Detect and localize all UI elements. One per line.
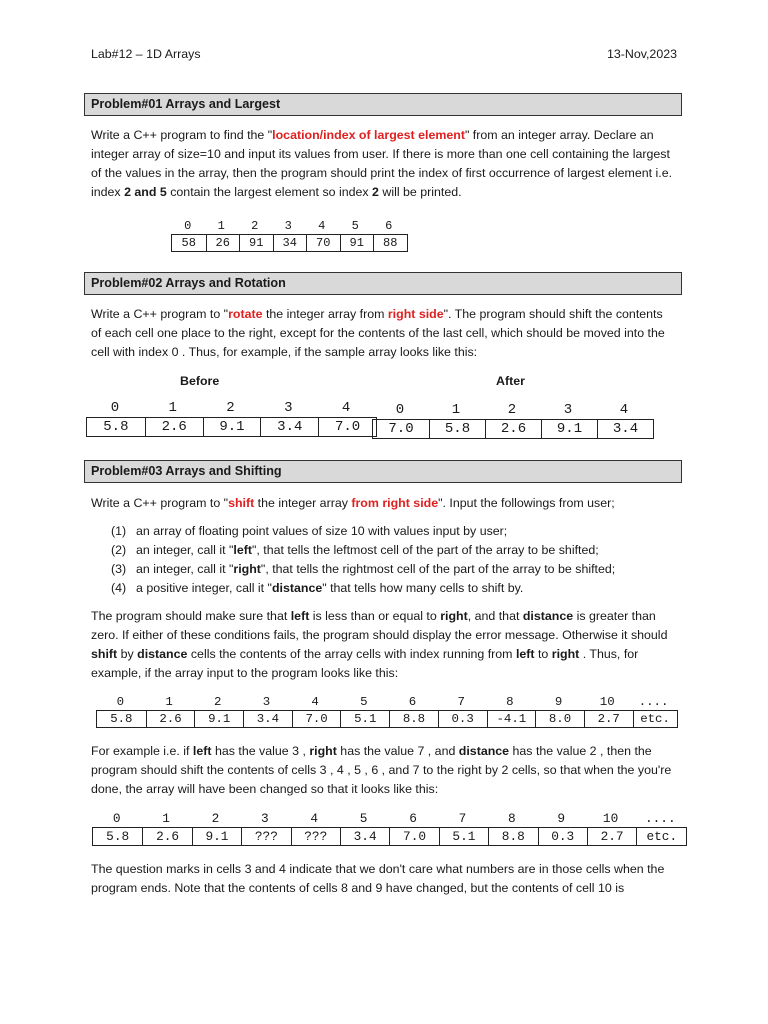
array-index-row — [372, 401, 654, 419]
array-cell: 5.8 — [103, 419, 129, 435]
header-title: Lab#12 – 1D Arrays — [91, 47, 201, 61]
array-cell: 70 — [306, 235, 340, 251]
array-cell: 7.0 — [388, 421, 414, 437]
problem-3-input-array — [96, 694, 678, 728]
array-index: 1 — [162, 811, 170, 826]
array-cell: 8.0 — [535, 711, 584, 727]
array-index: 0 — [110, 400, 120, 416]
array-cell: 3.4 — [243, 711, 292, 727]
array-cell: 9.1 — [541, 420, 597, 438]
array-cell: 2.6 — [146, 711, 195, 727]
array-cell: 58 — [181, 236, 196, 250]
problem-2-heading: Problem#02 Arrays and Rotation — [84, 272, 682, 295]
array-cell: 0.3 — [538, 828, 587, 845]
array-cell: 9.1 — [192, 828, 241, 845]
array-index: 3 — [284, 219, 292, 233]
array-index: 2 — [226, 400, 235, 416]
array-cell: 5.1 — [439, 828, 488, 845]
array-cell: 9.1 — [203, 418, 261, 436]
array-index: 0 — [395, 402, 405, 418]
array-cell: 88 — [373, 235, 407, 251]
array-index: 2 — [251, 219, 259, 233]
array-index: 1 — [168, 400, 177, 416]
array-cell: 2.7 — [584, 711, 633, 727]
array-cell: ??? — [241, 828, 290, 845]
array-cell: 3.4 — [340, 828, 389, 845]
array-index-row — [92, 810, 687, 827]
array-cell: 5.8 — [110, 712, 133, 726]
array-cell: 5.1 — [340, 711, 389, 727]
array-index: 3 — [262, 695, 271, 709]
array-index: 2 — [507, 402, 517, 418]
array-index: 2 — [214, 695, 222, 709]
array-cell: 9.1 — [194, 711, 243, 727]
before-label: Before — [180, 374, 220, 388]
array-index: 3 — [284, 400, 293, 416]
problem-3-paragraph-note: The question marks in cells 3 and 4 indicate that we don't care what numbers are in those cells when the program ends. Note that the contents of cells 8 and 9 have changed, but the contents of cell 10 is — [91, 862, 665, 895]
array-cell-row — [372, 419, 654, 439]
array-cell: 26 — [206, 235, 240, 251]
array-cell-row — [92, 827, 687, 846]
array-index: 8 — [507, 811, 516, 826]
array-cell: etc. — [633, 711, 677, 727]
array-index: 0 — [184, 219, 192, 233]
after-label: After — [496, 374, 525, 388]
array-index: 7 — [458, 811, 467, 826]
array-index: 10 — [602, 811, 619, 826]
problem-1-heading: Problem#01 Arrays and Largest — [84, 93, 682, 116]
array-cell: ??? — [291, 828, 340, 845]
array-index: 7 — [457, 695, 465, 709]
array-index: 4 — [311, 695, 319, 709]
array-index: 5 — [359, 811, 368, 826]
problem-3-paragraph-example: For example i.e. if left has the value 3 , right has the value 7 , and distance has the value 2 , then the program should shift the contents of cells 3 , 4 , 5 , 6 , and 7 to the right by 2 cells, so that when the you're done, the array will have been changed so that it looks like this: — [91, 744, 672, 796]
array-cell: 2.6 — [145, 418, 203, 436]
array-cell: -4.1 — [487, 711, 536, 727]
problem-3-heading: Problem#03 Arrays and Shifting — [84, 460, 682, 483]
array-cell: 8.8 — [488, 828, 537, 845]
array-index: 0 — [112, 811, 121, 826]
array-index: 3 — [563, 402, 573, 418]
problem-1-text: Write a C++ program to find the "location/index of largest element" from an integer array. Declare an integer array of size=10 and input its values from user. If there is more than one cell containing the largest of the values in the array, then the program should print the index of first occurrence of largest element i.e. index 2 and 5 contain the largest element so index 2 will be printed. — [91, 128, 673, 199]
array-cell: 0.3 — [438, 711, 487, 727]
array-cell-row — [171, 234, 408, 252]
list-item: (3) an integer, call it "right", that tells the rightmost cell of the part of the array to be shifted; — [111, 562, 616, 576]
problem-3-result-array — [92, 810, 687, 846]
array-cell: 91 — [239, 235, 273, 251]
array-index-row — [171, 218, 408, 234]
header-date: 13-Nov,2023 — [606, 47, 677, 61]
problem-3-paragraph-conditions: The program should make sure that left is less than or equal to right, and that distance is greater than zero. If either of these conditions fails, the program should display the error message. Otherwise it should shift by distance cells the contents of the array cells with index running from left to right . Thus, for example, if the array input to the program looks like this: — [91, 609, 668, 680]
array-index: 1 — [217, 219, 225, 233]
problem-2-text: Write a C++ program to "rotate the integer array from right side". The program should shift the contents of each cell one place to the right, except for the contents of the last cell, which should be moved into the cell with index 0 . Thus, for example, if the sample array looks like this: — [91, 307, 665, 359]
array-cell: 2.7 — [587, 828, 636, 845]
array-cell: 34 — [273, 235, 307, 251]
array-cell-row — [96, 710, 678, 728]
array-cell: 2.6 — [485, 420, 541, 438]
array-index: 2 — [211, 811, 220, 826]
array-index: 3 — [261, 811, 269, 826]
array-index: 4 — [619, 402, 629, 418]
before-array — [86, 399, 377, 437]
array-index: .... — [638, 695, 669, 709]
array-index: 1 — [451, 402, 461, 418]
array-cell: 7.0 — [318, 418, 376, 436]
array-index: 9 — [554, 695, 563, 709]
array-index: 6 — [408, 695, 417, 709]
array-index-row — [96, 694, 678, 710]
array-cell: 3.4 — [260, 418, 318, 436]
array-cell: 5.8 — [429, 420, 485, 438]
array-cell-row — [86, 417, 377, 437]
array-index: 10 — [599, 695, 615, 709]
array-index: 5 — [351, 219, 359, 233]
problem-3-intro: Write a C++ program to "shift the integer array from right side". Input the followings from user; — [91, 496, 615, 510]
array-cell: 5.8 — [106, 829, 130, 844]
array-index: 5 — [360, 695, 368, 709]
array-index: 1 — [165, 695, 173, 709]
array-index-row — [86, 399, 377, 417]
array-cell: 7.0 — [292, 711, 341, 727]
array-index: 0 — [116, 695, 125, 709]
array-cell: etc. — [636, 828, 686, 845]
array-index: 4 — [310, 811, 319, 826]
array-index: 4 — [318, 219, 326, 233]
array-index: 6 — [385, 219, 393, 233]
problem-3-input-list — [111, 522, 671, 598]
list-item: (2) an integer, call it "left", that tells the leftmost cell of the part of the array to be shifted; — [111, 543, 599, 557]
array-cell: 7.0 — [389, 828, 438, 845]
array-index: .... — [644, 811, 676, 826]
list-item: (4) a positive integer, call it "distance" that tells how many cells to shift by. — [111, 581, 524, 595]
problem-1-array — [171, 218, 408, 252]
array-index: 6 — [409, 811, 417, 826]
array-cell: 91 — [340, 235, 374, 251]
array-index: 4 — [341, 400, 351, 416]
array-cell: 3.4 — [597, 420, 653, 438]
list-item: (1) an array of floating point values of size 10 with values input by user; — [111, 524, 508, 538]
array-index: 9 — [557, 811, 566, 826]
array-cell: 2.6 — [142, 828, 191, 845]
array-index: 8 — [506, 695, 514, 709]
array-cell: 8.8 — [389, 711, 438, 727]
after-array — [372, 401, 654, 439]
page-header — [91, 47, 677, 61]
